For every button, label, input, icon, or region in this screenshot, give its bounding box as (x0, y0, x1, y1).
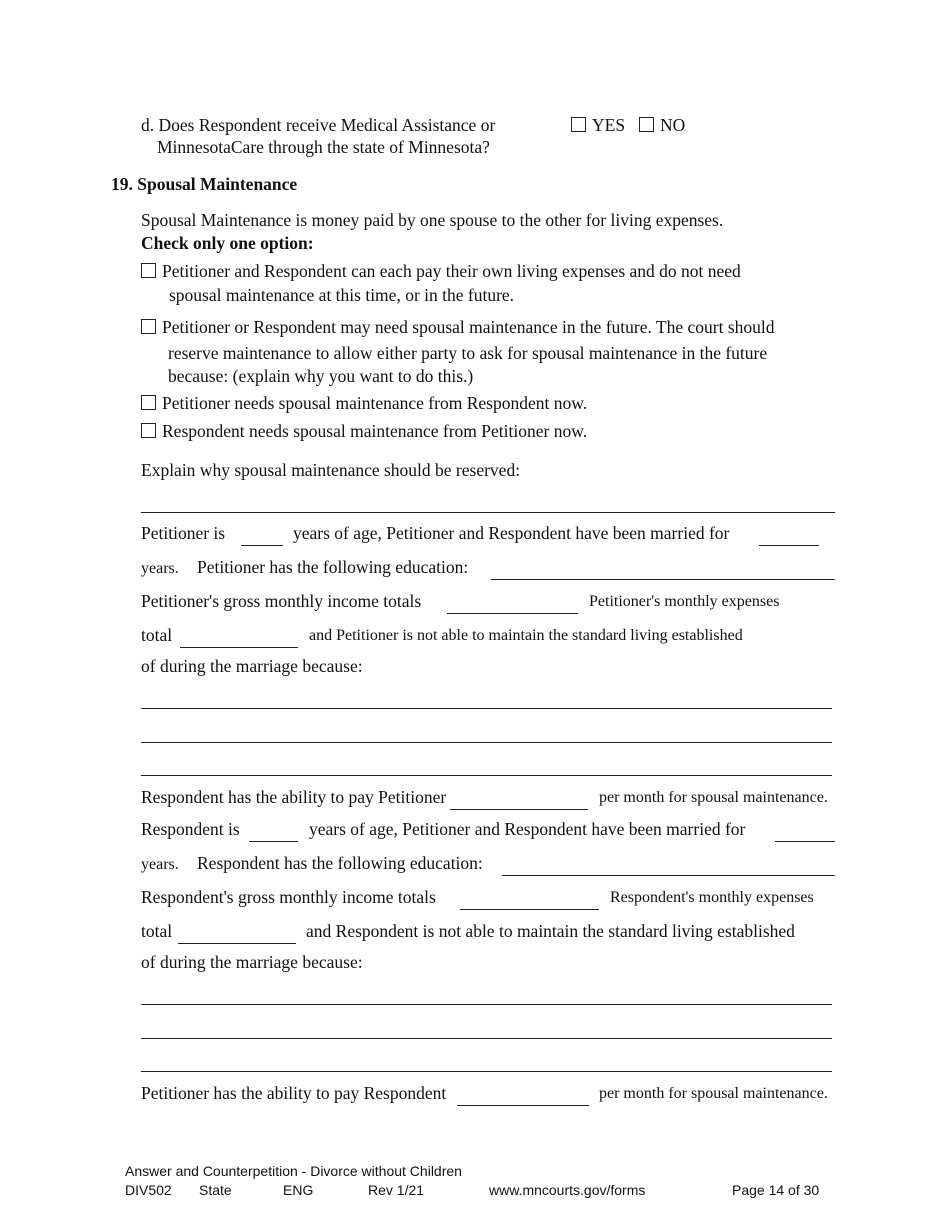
petitioner-is-label: Petitioner is (141, 523, 226, 543)
petitioner-education-label: Petitioner has the following education: (197, 557, 469, 577)
option-3[interactable] (141, 393, 587, 414)
yes-label: YES (592, 115, 626, 135)
respondent-education-label: Respondent has the following education: (197, 853, 483, 873)
respondent-age-field[interactable] (249, 841, 298, 842)
petitioner-pay-per-month: per month for spousal maintenance. (599, 1085, 828, 1102)
respondent-reason-line-1[interactable] (141, 1004, 832, 1005)
footer-revision: Rev 1/21 (368, 1182, 425, 1198)
respondent-reason-line-2[interactable] (141, 1038, 832, 1039)
respondent-expenses-field[interactable] (178, 943, 296, 944)
check-one-instruction: Check only one option: (141, 233, 314, 253)
footer-title: Answer and Counterpetition - Divorce without Children (125, 1163, 462, 1179)
q18d-no-option[interactable] (639, 115, 685, 136)
respondent-years-label: years. (141, 856, 179, 873)
option-1-label: Petitioner and Respondent can each pay their own living expenses and do not need (162, 261, 741, 281)
q18d-yes-option[interactable] (571, 115, 625, 136)
no-label: NO (660, 115, 686, 135)
petitioner-years-married-field[interactable] (759, 545, 819, 546)
petitioner-during-label: of during the marriage because: (141, 656, 363, 676)
petitioner-expenses-label: Petitioner's monthly expenses (589, 593, 780, 610)
petitioner-expenses-field[interactable] (180, 647, 298, 648)
option-2-label-cont2: because: (explain why you want to do this.) (168, 366, 474, 386)
option-4-label: Respondent needs spousal maintenance from Petitioner now. (162, 421, 588, 441)
petitioner-not-able-label: and Petitioner is not able to maintain the standard living established (309, 627, 743, 644)
respondent-not-able-label: and Respondent is not able to maintain the standard living established (306, 921, 795, 941)
option-3-checkbox[interactable] (141, 395, 156, 410)
petitioner-reason-line-2[interactable] (141, 742, 832, 743)
footer-url[interactable]: www.mncourts.gov/forms (489, 1182, 646, 1198)
respondent-pay-per-month: per month for spousal maintenance. (599, 789, 828, 806)
respondent-years-married-field[interactable] (775, 841, 835, 842)
option-2-checkbox[interactable] (141, 319, 156, 334)
respondent-during-label: of during the marriage because: (141, 952, 363, 972)
petitioner-reason-line-1[interactable] (141, 708, 832, 709)
option-4[interactable] (141, 421, 587, 442)
option-1-checkbox[interactable] (141, 263, 156, 278)
option-4-checkbox[interactable] (141, 423, 156, 438)
petitioner-pay-label: Petitioner has the ability to pay Respondent (141, 1083, 447, 1103)
petitioner-income-label: Petitioner's gross monthly income totals (141, 591, 422, 611)
spousal-maintenance-intro: Spousal Maintenance is money paid by one spouse to the other for living expenses. (141, 210, 724, 230)
footer-state: State (199, 1182, 232, 1198)
q18d-line2: MinnesotaCare through the state of Minnesota? (157, 137, 490, 157)
explain-reserved-label: Explain why spousal maintenance should be reserved: (141, 460, 521, 480)
q18d-line1: d. Does Respondent receive Medical Assistance or (141, 115, 496, 135)
no-checkbox[interactable] (639, 117, 654, 132)
petitioner-total-label: total (141, 625, 173, 645)
option-1-label-cont: spousal maintenance at this time, or in the future. (169, 285, 515, 305)
footer-page-number: Page 14 of 30 (732, 1182, 820, 1198)
respondent-reason-line-3[interactable] (141, 1071, 832, 1072)
section-19-heading: 19. Spousal Maintenance (111, 174, 298, 194)
petitioner-age-row (141, 523, 225, 544)
respondent-total-label: total (141, 921, 173, 941)
respondent-education-field[interactable] (502, 875, 835, 876)
respondent-expenses-label: Respondent's monthly expenses (610, 889, 814, 906)
yes-checkbox[interactable] (571, 117, 586, 132)
option-3-label: Petitioner needs spousal maintenance from Respondent now. (162, 393, 588, 413)
respondent-is-label: Respondent is (141, 819, 240, 839)
petitioner-age-field[interactable] (241, 545, 283, 546)
petitioner-age-married-label: years of age, Petitioner and Respondent have been married for (293, 523, 730, 543)
footer-language: ENG (283, 1182, 314, 1198)
option-2-label: Petitioner or Respondent may need spousal maintenance in the future. The court should (162, 317, 775, 337)
respondent-age-married-label: years of age, Petitioner and Respondent have been married for (309, 819, 746, 839)
explain-reserved-line[interactable] (141, 512, 835, 513)
respondent-pay-amount-field[interactable] (450, 809, 588, 810)
petitioner-pay-amount-field[interactable] (457, 1105, 589, 1106)
petitioner-reason-line-3[interactable] (141, 775, 832, 776)
petitioner-education-field[interactable] (491, 579, 835, 580)
petitioner-income-field[interactable] (447, 613, 578, 614)
respondent-income-label: Respondent's gross monthly income totals (141, 887, 436, 907)
option-1[interactable] (141, 261, 741, 282)
option-2-label-cont: reserve maintenance to allow either party to ask for spousal maintenance in the future (168, 343, 768, 363)
respondent-income-field[interactable] (460, 909, 599, 910)
petitioner-years-label: years. (141, 560, 179, 577)
footer-form-code: DIV502 (125, 1182, 172, 1198)
option-2[interactable] (141, 317, 775, 338)
respondent-pay-label: Respondent has the ability to pay Petitioner (141, 787, 447, 807)
